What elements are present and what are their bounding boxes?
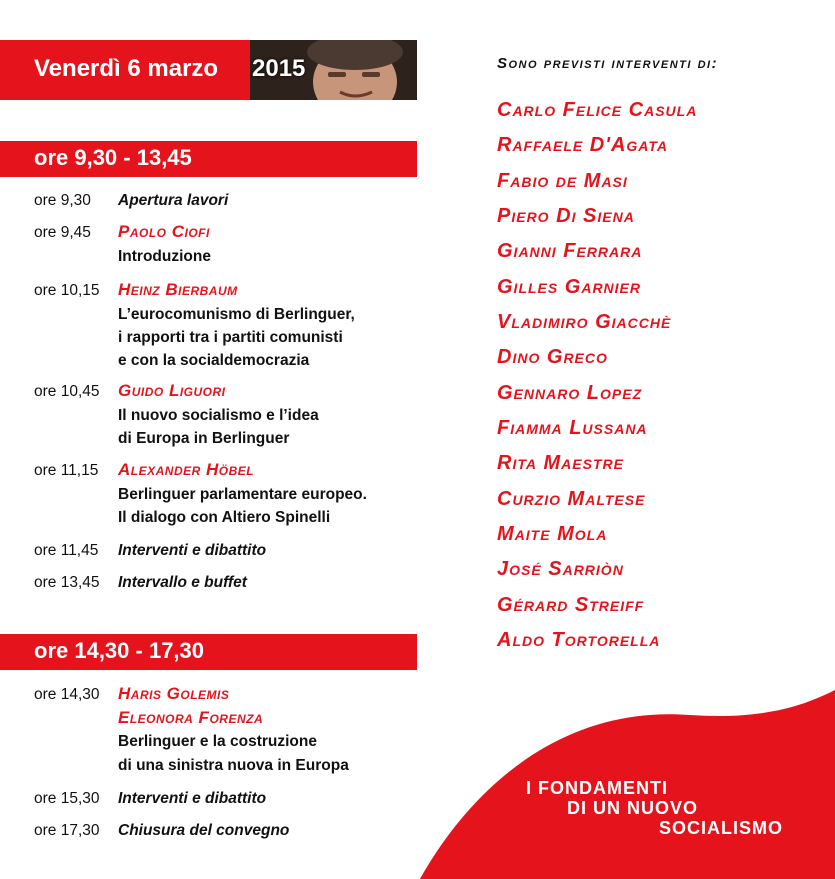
speaker-name: Heinz Bierbaum (118, 280, 238, 299)
speaker-list-item: Fiamma Lussana (497, 417, 648, 439)
schedule-event: Intervallo e buffet (118, 574, 247, 591)
schedule-time: ore 11,45 (34, 542, 99, 559)
schedule-time: ore 13,45 (34, 574, 100, 591)
schedule-time: ore 17,30 (34, 822, 100, 839)
talk-title: Introduzione (118, 248, 211, 265)
speaker-name: Paolo Ciofi (118, 222, 210, 241)
talk-title: di una sinistra nuova in Europa (118, 757, 349, 774)
speaker-name: Haris Golemis (118, 684, 230, 703)
speaker-list-item: Dino Greco (497, 346, 608, 368)
speaker-name: Alexander Höbel (118, 460, 255, 479)
slogan-line: SOCIALISMO (659, 818, 784, 838)
talk-title: L’eurocomunismo di Berlinguer, (118, 306, 355, 323)
schedule-time: ore 10,15 (34, 282, 100, 299)
speaker-list-item: Raffaele D'Agata (497, 134, 669, 156)
speaker-list-item: Vladimiro Giacchè (497, 311, 672, 333)
schedule-time: ore 9,45 (34, 224, 91, 241)
morning-session-title: ore 9,30 - 13,45 (34, 145, 192, 170)
slogan-line: DI UN NUOVO (567, 798, 699, 818)
talk-title: Il dialogo con Altiero Spinelli (118, 509, 331, 526)
schedule-time: ore 10,45 (34, 383, 100, 400)
speaker-list-item: Curzio Maltese (497, 488, 646, 510)
speaker-list-item: Gérard Streiff (497, 594, 645, 616)
talk-title: i rapporti tra i partiti comunisti (118, 329, 343, 346)
speaker-list-item: Maite Mola (497, 523, 608, 545)
talk-title: Il nuovo socialismo e l’idea (118, 407, 319, 424)
schedule-time: ore 11,15 (34, 462, 99, 479)
talk-title: Berlinguer e la costruzione (118, 733, 317, 750)
event-year: 2015 (252, 55, 306, 82)
speaker-list-item: Gilles Garnier (497, 276, 642, 298)
speaker-list-item: Gennaro Lopez (497, 382, 643, 404)
schedule-event: Apertura lavori (118, 192, 229, 209)
schedule-time: ore 14,30 (34, 686, 100, 703)
speaker-name: Eleonora Forenza (118, 708, 264, 727)
schedule-event: Chiusura del convegno (118, 822, 290, 839)
talk-title: di Europa in Berlinguer (118, 430, 290, 447)
schedule-time: ore 9,30 (34, 192, 91, 209)
speaker-list-item: Carlo Felice Casula (497, 99, 698, 121)
speaker-list-item: Fabio de Masi (497, 170, 628, 192)
speaker-list-item: Piero Di Siena (497, 205, 635, 227)
schedule-time: ore 15,30 (34, 790, 100, 807)
talk-title: Berlinguer parlamentare europeo. (118, 486, 367, 503)
speaker-list-item: Rita Maestre (497, 452, 624, 474)
speaker-list-item: José Sarriòn (497, 558, 624, 580)
speakers-heading: Sono previsti interventi di: (497, 55, 719, 72)
talk-title: e con la socialdemocrazia (118, 352, 310, 369)
speaker-name: Guido Liguori (118, 381, 226, 400)
schedule-event: Interventi e dibattito (118, 790, 267, 807)
schedule-event: Interventi e dibattito (118, 542, 267, 559)
event-date: Venerdì 6 marzo (34, 55, 219, 82)
speaker-list-item: Aldo Tortorella (497, 629, 661, 651)
afternoon-session-title: ore 14,30 - 17,30 (34, 638, 205, 663)
speaker-list-item: Gianni Ferrara (497, 240, 643, 262)
slogan-line: I FONDAMENTI (526, 778, 668, 798)
